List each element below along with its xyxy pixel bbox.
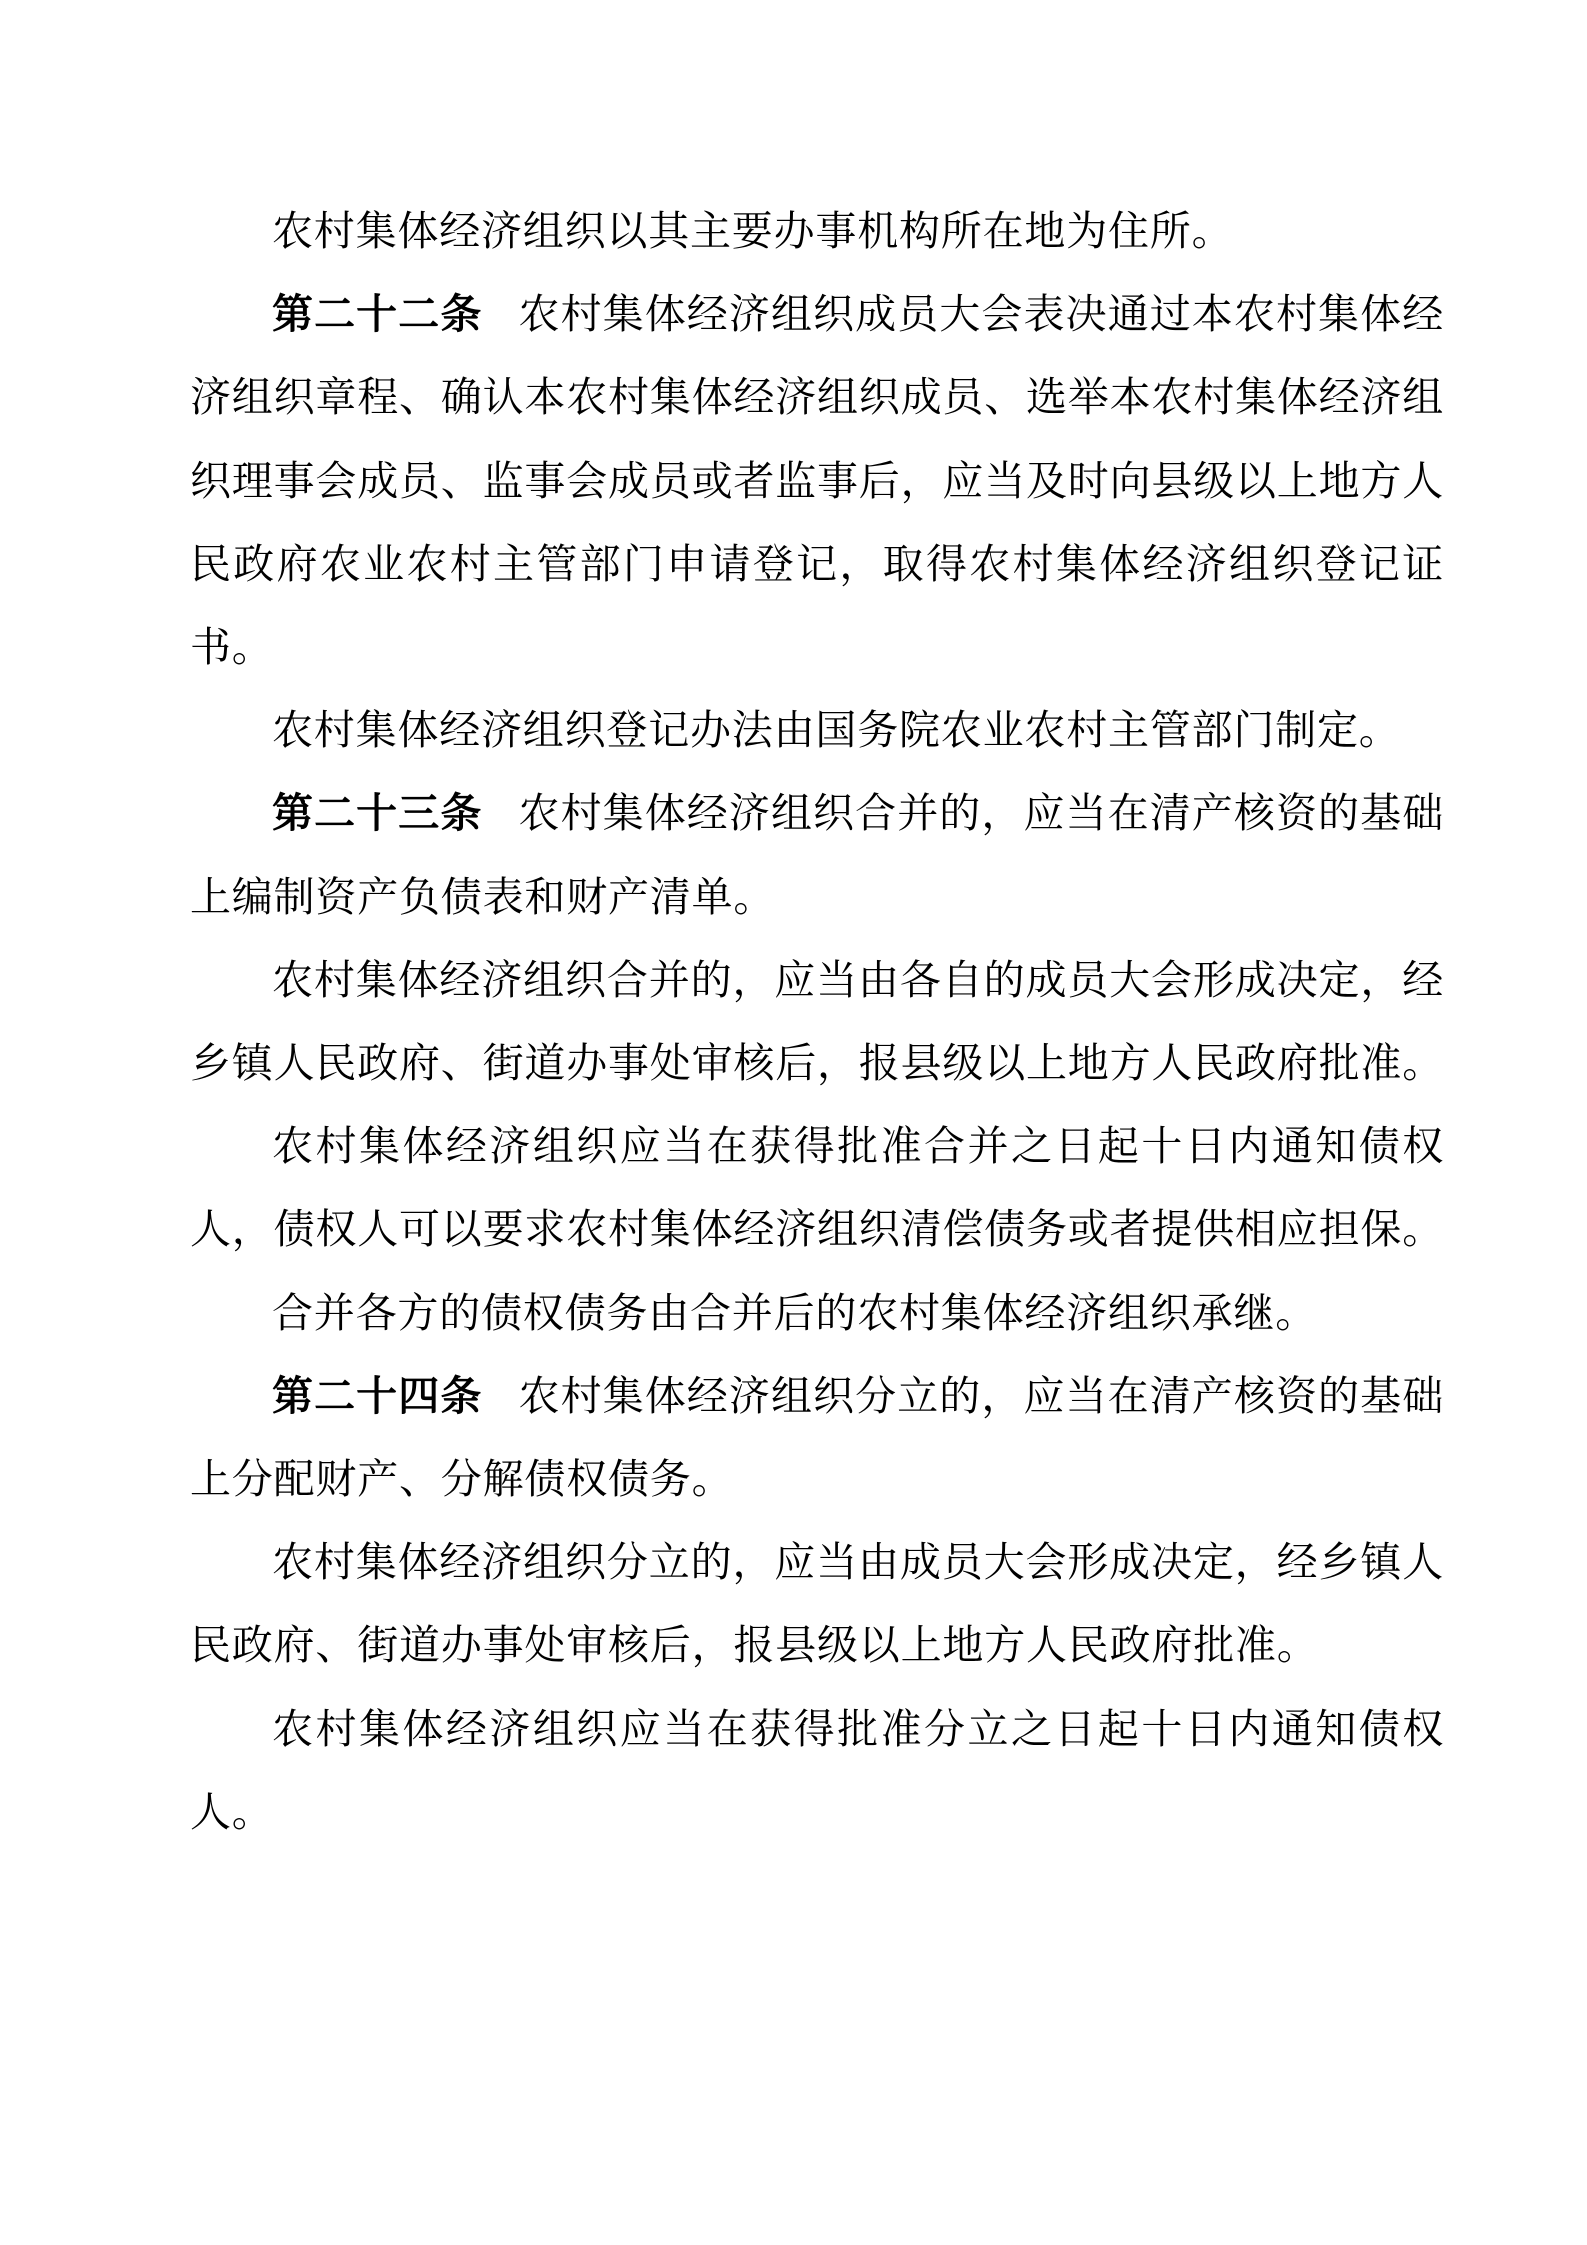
document-text-block bbox=[190, 190, 1444, 1854]
paragraph-merger-creditor-notice bbox=[190, 1105, 1444, 1271]
paragraph-text: 农村集体经济组织应当在获得批准合并之日起十日内通知债权人，债权人可以要求农村集体经济组织清偿债务或者提供相应担保。 bbox=[190, 1123, 1444, 1253]
paragraph-division-decision bbox=[190, 1521, 1444, 1687]
article-number-label: 第二十三条 bbox=[272, 790, 483, 837]
paragraph-text: 农村集体经济组织登记办法由国务院农业农村主管部门制定。 bbox=[272, 707, 1401, 754]
paragraph-text: 农村集体经济组织以其主要办事机构所在地为住所。 bbox=[272, 208, 1234, 254]
paragraph-text: 农村集体经济组织分立的，应当在清产核资的基础上分配财产、分解债权债务。 bbox=[190, 1372, 1444, 1503]
article-number-label: 第二十二条 bbox=[272, 291, 483, 338]
paragraph-text: 农村集体经济组织分立的，应当由成员大会形成决定，经乡镇人民政府、街道办事处审核后，报县级以上地方人民政府批准。 bbox=[190, 1539, 1444, 1669]
paragraph-merger-decision bbox=[190, 939, 1444, 1105]
paragraph-article-22 bbox=[190, 273, 1444, 689]
paragraph-division-creditor-notice bbox=[190, 1688, 1444, 1854]
paragraph-domicile bbox=[190, 190, 1444, 273]
article-number-label: 第二十四条 bbox=[272, 1372, 483, 1419]
paragraph-text: 农村集体经济组织合并的，应当由各自的成员大会形成决定，经乡镇人民政府、街道办事处审核后，报县级以上地方人民政府批准。 bbox=[190, 956, 1444, 1087]
paragraph-article-23 bbox=[190, 772, 1444, 938]
paragraph-registration-measures bbox=[190, 689, 1444, 772]
paragraph-text: 农村集体经济组织成员大会表决通过本农村集体经济组织章程、确认本农村集体经济组织成员、选举本农村集体经济组织理事会成员、监事会成员或者监事后，应当及时向县级以上地方人民政府农业农村主管部门申请登记，取得农村集体经济组织登记证书。 bbox=[190, 291, 1444, 671]
paragraph-merger-succession bbox=[190, 1272, 1444, 1355]
paragraph-article-24 bbox=[190, 1355, 1444, 1521]
paragraph-text: 农村集体经济组织合并的，应当在清产核资的基础上编制资产负债表和财产清单。 bbox=[190, 790, 1444, 920]
paragraph-text: 合并各方的债权债务由合并后的农村集体经济组织承继。 bbox=[272, 1289, 1317, 1336]
paragraph-text: 农村集体经济组织应当在获得批准分立之日起十日内通知债权人。 bbox=[190, 1705, 1444, 1835]
